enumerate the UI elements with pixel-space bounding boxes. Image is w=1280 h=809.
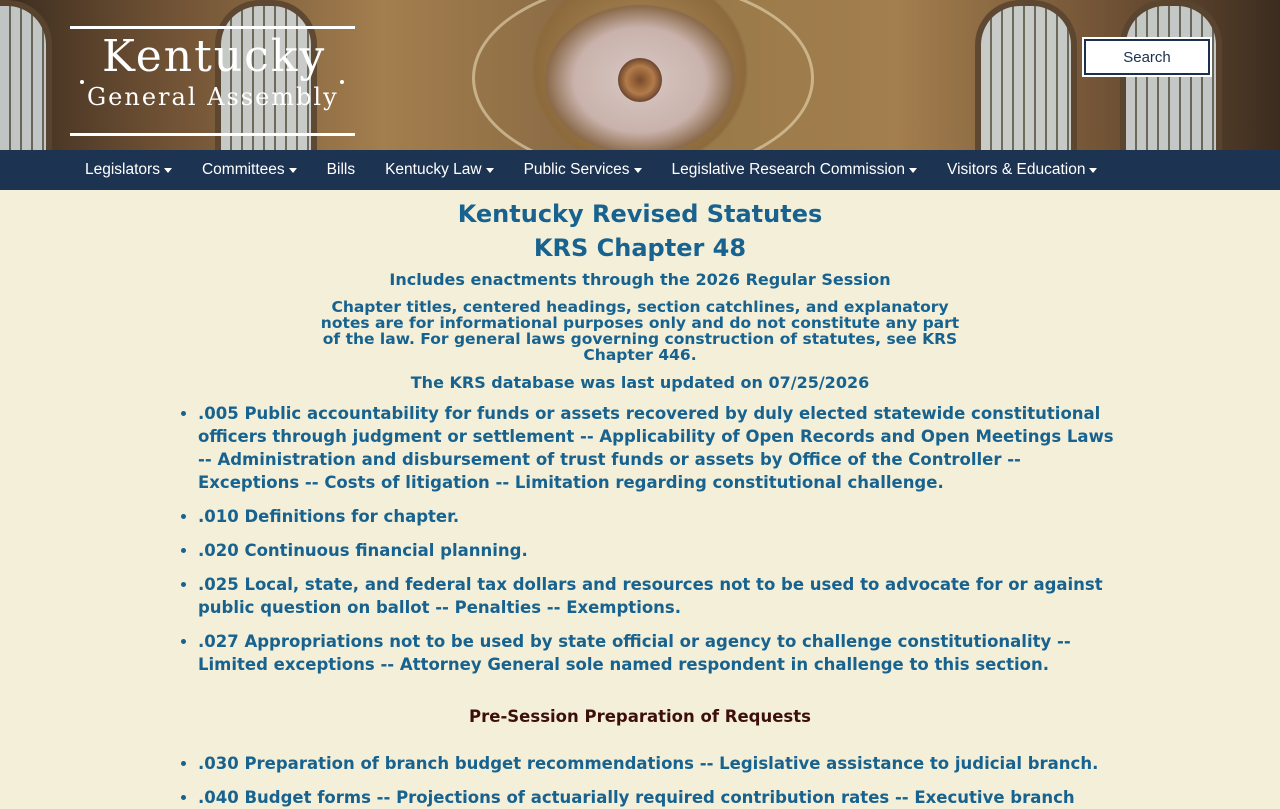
list-item: [198, 630, 1118, 676]
section-link[interactable]: .027 Appropriations not to be used by state official or agency to challenge constitutionality -- Limited exceptions -- Attorney General sole named respondent in challenge to this section.: [198, 632, 1071, 674]
caret-down-icon: [909, 168, 917, 173]
last-updated-note: The KRS database was last updated on 07/25/2026: [410, 373, 870, 392]
caret-down-icon: [634, 168, 642, 173]
list-item: [198, 752, 1118, 775]
list-item: [198, 573, 1118, 619]
caret-down-icon: [289, 168, 297, 173]
nav-label: Legislative Research Commission: [671, 161, 906, 178]
section-link[interactable]: .005 Public accountability for funds or assets recovered by duly elected statewide constitutional officers through judgment or settlement -- Applicability of Open Records and Open Meetings Laws -- Administration and disbursement of trust funds or assets by Office of the Controller -- Exceptions -- Costs of litigation -- Limitation regarding constitutional challenge.: [198, 404, 1114, 492]
caret-down-icon: [164, 168, 172, 173]
nav-label: Visitors & Education: [947, 161, 1086, 178]
section-group-heading: Pre-Session Preparation of Requests: [469, 707, 811, 726]
window-arch-image: [0, 0, 52, 150]
section-link[interactable]: .010 Definitions for chapter.: [198, 507, 460, 526]
page-title: Kentucky Revised Statutes: [457, 200, 823, 228]
section-link[interactable]: .040 Budget forms -- Projections of actuarially required contribution rates -- Executive branch: [198, 788, 1075, 807]
main-content: [0, 200, 1280, 809]
chapter-title: KRS Chapter 48: [533, 234, 747, 262]
nav-bills[interactable]: [312, 161, 370, 179]
section-link[interactable]: .025 Local, state, and federal tax dollars and resources not to be used to advocate for or against public question on ballot -- Penalties -- Exemptions.: [198, 575, 1103, 617]
nav-visitors-education[interactable]: [932, 161, 1112, 179]
logo-subtitle: General Assembly: [87, 83, 339, 111]
main-nav: [0, 150, 1280, 190]
nav-kentucky-law[interactable]: [370, 161, 509, 179]
list-item: [198, 505, 1118, 528]
window-arch-image: [1120, 0, 1222, 150]
search-button[interactable]: Search: [1084, 39, 1210, 75]
dome-rosette-image: [618, 58, 662, 102]
nav-label: Bills: [326, 161, 356, 178]
nav-legislators[interactable]: [70, 161, 187, 179]
nav-label: Committees: [201, 161, 285, 178]
nav-public-services[interactable]: [509, 161, 657, 179]
disclaimer-note: Chapter titles, centered headings, section catchlines, and explanatory notes are for informational purposes only and do not constitute any part of the law. For general laws governing construction of statutes, see KRS Chapter 446.: [320, 298, 960, 364]
caret-down-icon: [486, 168, 494, 173]
nav-lrc[interactable]: [657, 161, 932, 179]
header-banner: [0, 0, 1280, 150]
logo-dot: [80, 80, 84, 84]
nav-label: Kentucky Law: [385, 161, 482, 178]
logo-dot: [340, 80, 344, 84]
list-item: [198, 786, 1118, 809]
nav-label: Public Services: [523, 161, 630, 178]
caret-down-icon: [1089, 168, 1097, 173]
enactments-note: Includes enactments through the 2026 Regular Session: [389, 270, 891, 289]
section-link[interactable]: .020 Continuous financial planning.: [198, 541, 528, 560]
site-logo[interactable]: [70, 26, 355, 136]
nav-committees[interactable]: [187, 161, 312, 179]
section-list: [0, 402, 1118, 676]
list-item: [198, 402, 1118, 494]
section-list: [0, 752, 1118, 809]
logo-title: Kentucky: [102, 31, 327, 82]
section-link[interactable]: .030 Preparation of branch budget recommendations -- Legislative assistance to judicial branch.: [198, 754, 1099, 773]
window-arch-image: [975, 0, 1077, 150]
nav-label: Legislators: [85, 161, 160, 178]
list-item: [198, 539, 1118, 562]
